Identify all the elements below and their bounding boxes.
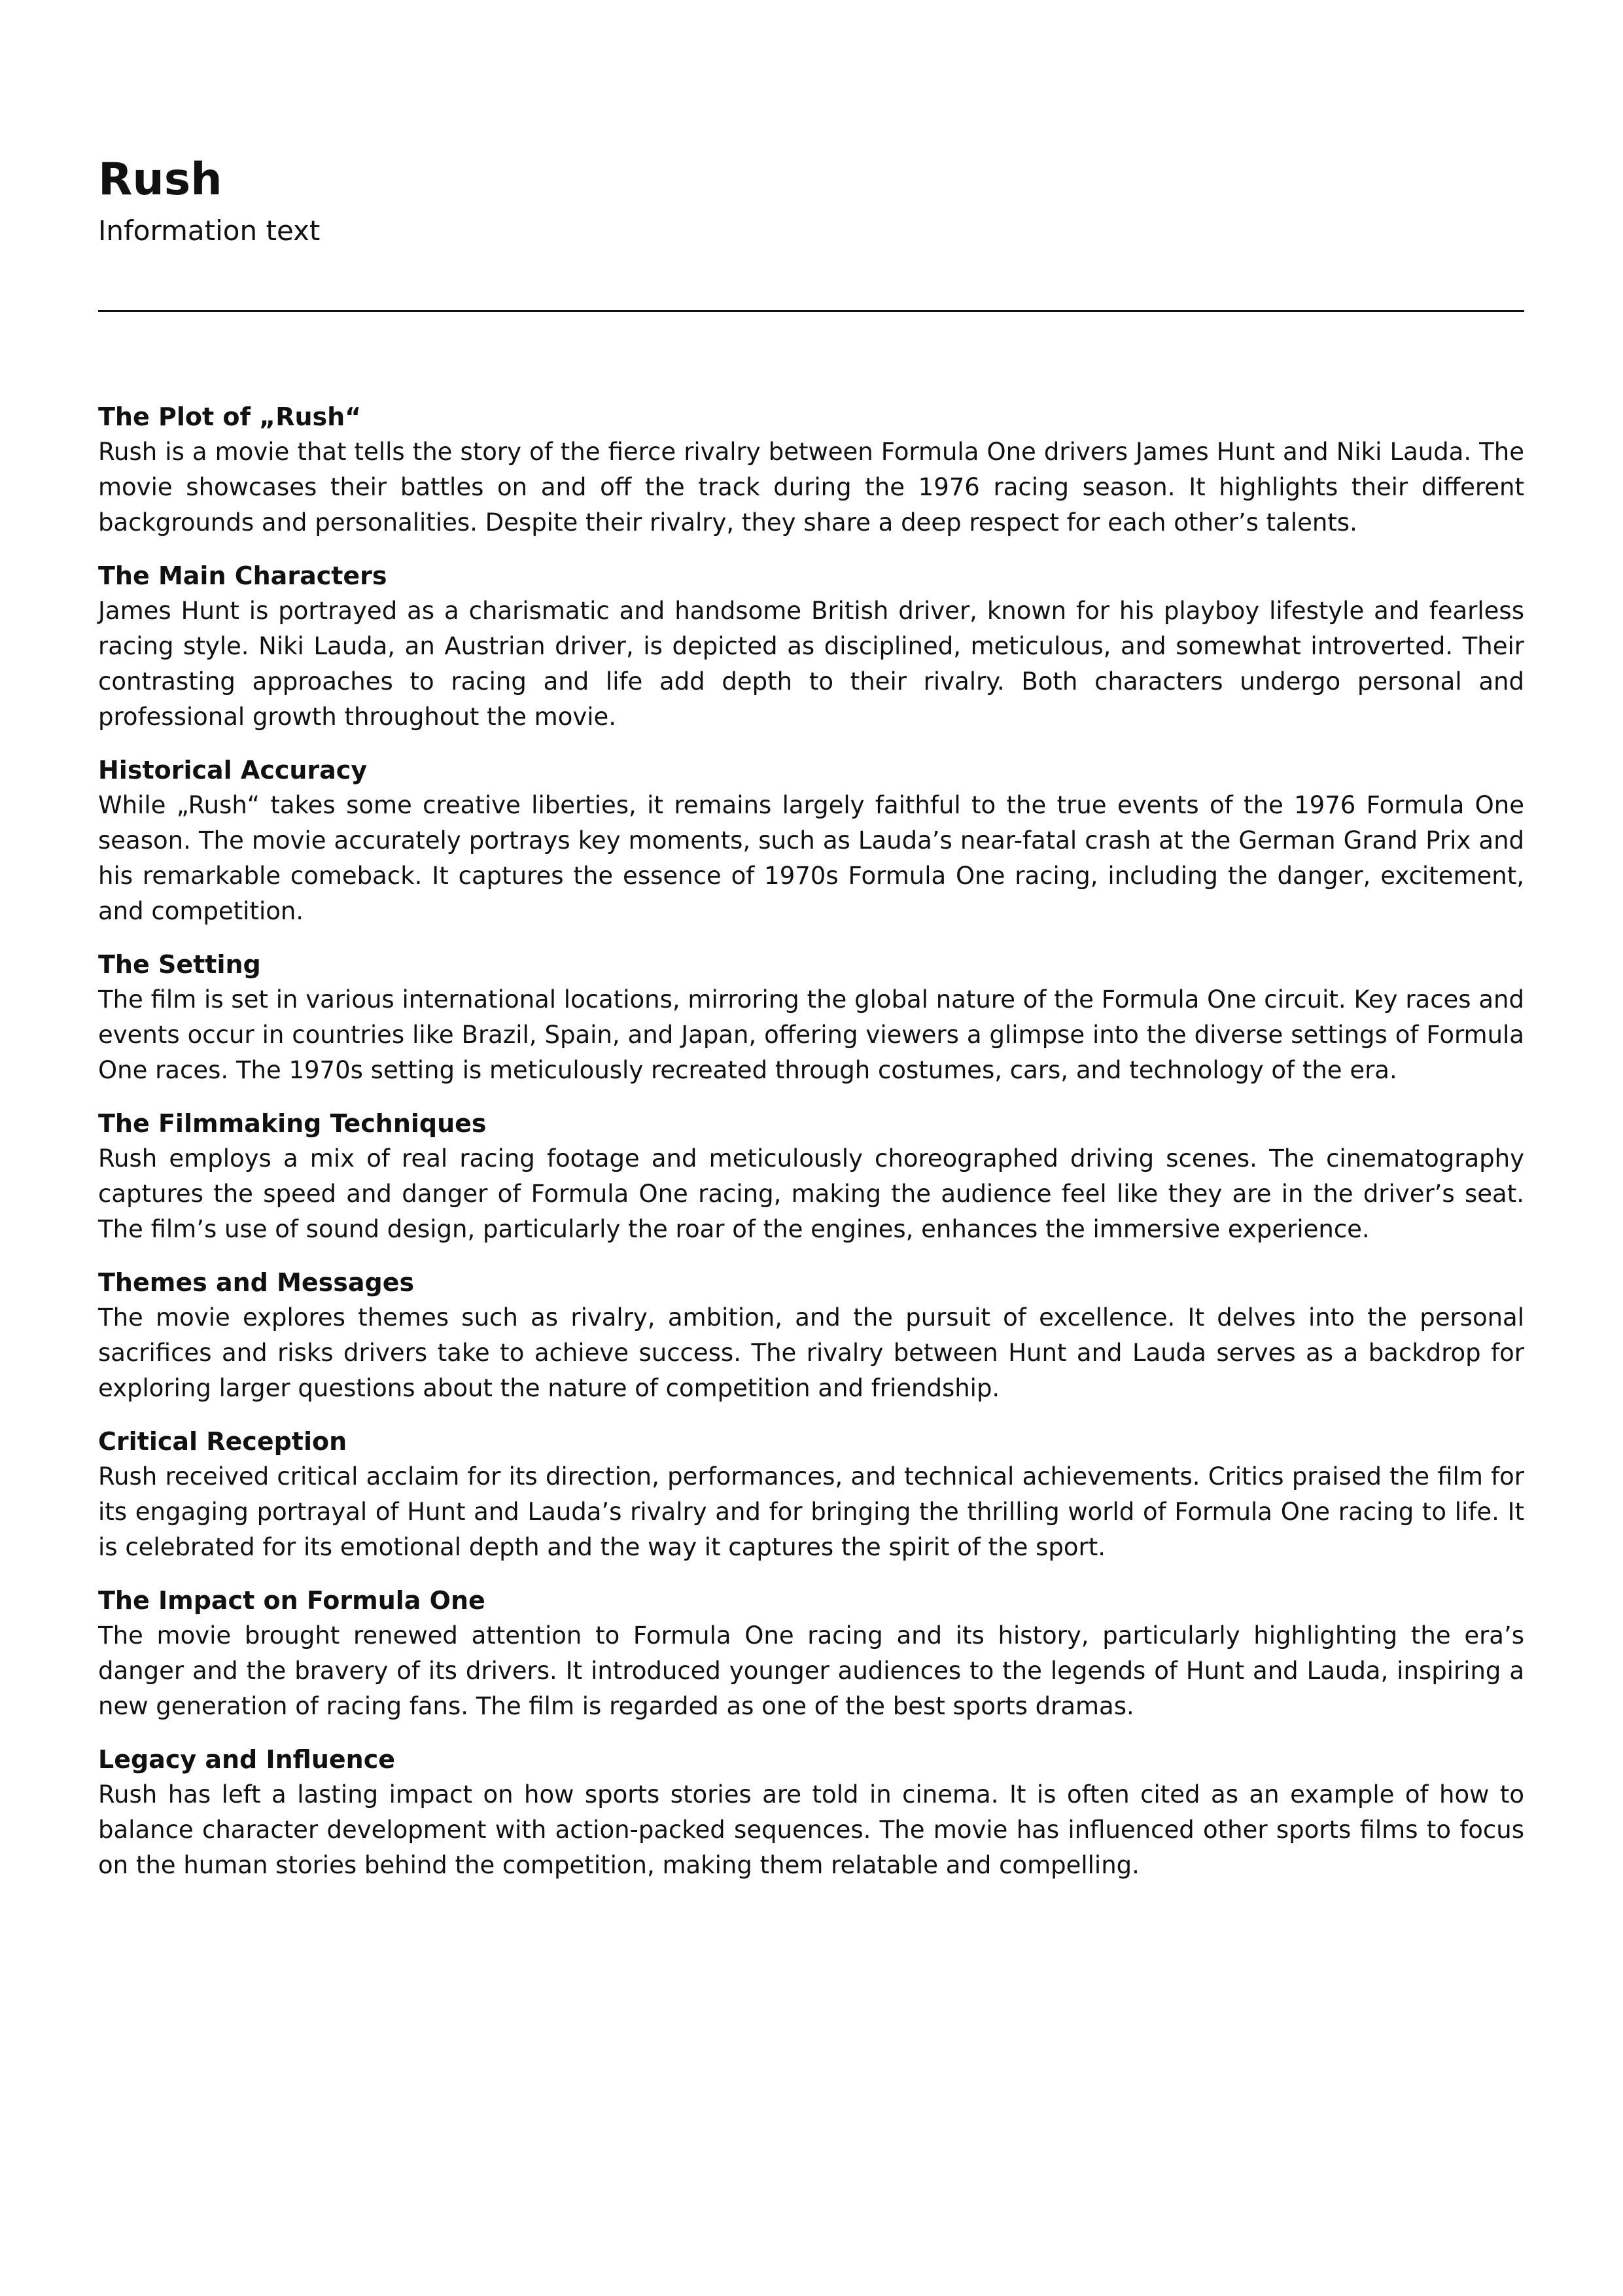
section-paragraph: While „Rush“ takes some creative liberties, it remains largely faithful to the true events of the 1976 Formula One season. The movie accurately portrays key moments, such as Lauda’s near-fatal crash at the German Grand Prix and his remarkable comeback. It captures the essence of 1970s Formula One racing, including the danger, excitement, and competition.	[98, 791, 1524, 925]
section-themes-messages	[98, 1265, 1524, 1406]
section-paragraph: The movie brought renewed attention to Formula One racing and its history, particularly highlighting the era’s danger and the bravery of its drivers. It introduced younger audiences to the legends of Hunt and Lauda, inspiring a new generation of racing fans. The film is regarded as one of the best sports dramas.	[98, 1621, 1524, 1720]
section-legacy	[98, 1742, 1524, 1883]
section-heading: The Main Characters	[98, 561, 387, 590]
section-heading: Legacy and Influence	[98, 1745, 396, 1774]
section-heading: Historical Accuracy	[98, 756, 368, 785]
section-heading: Critical Reception	[98, 1427, 347, 1456]
section-impact	[98, 1583, 1524, 1724]
section-paragraph: Rush received critical acclaim for its direction, performances, and technical achievements. Critics praised the film for its engaging portrayal of Hunt and Lauda’s rivalry and for bringing the thrilling world of Formula One racing to life. It is celebrated for its emotional depth and the way it captures the spirit of the sport.	[98, 1462, 1524, 1561]
section-heading: Themes and Messages	[98, 1268, 415, 1297]
document-body	[98, 399, 1524, 1901]
section-paragraph: James Hunt is portrayed as a charismatic and handsome British driver, known for his playboy lifestyle and fearless racing style. Niki Lauda, an Austrian driver, is depicted as disciplined, meticulous, and somewhat introverted. Their contrasting approaches to racing and life add depth to their rivalry. Both characters undergo personal and professional growth throughout the movie.	[98, 597, 1524, 731]
section-paragraph: Rush is a movie that tells the story of the fierce rivalry between Formula One drivers James Hunt and Niki Lauda. The movie showcases their battles on and off the track during the 1976 racing season. It highlights their different backgrounds and personalities. Despite their rivalry, they share a deep respect for each other’s talents.	[98, 438, 1524, 537]
header-divider	[98, 310, 1524, 312]
section-heading: The Impact on Formula One	[98, 1586, 485, 1615]
section-paragraph: Rush has left a lasting impact on how sports stories are told in cinema. It is often cited as an example of how to balance character development with action-packed sequences. The movie has influenced other sports films to focus on the human stories behind the competition, making them relatable and compelling.	[98, 1780, 1524, 1879]
section-heading: The Setting	[98, 950, 261, 979]
section-paragraph: The movie explores themes such as rivalry, ambition, and the pursuit of excellence. It delves into the personal sacrifices and risks drivers take to achieve success. The rivalry between Hunt and Lauda serves as a backdrop for exploring larger questions about the nature of competition and friendship.	[98, 1303, 1524, 1402]
section-main-characters	[98, 558, 1524, 735]
section-critical-reception	[98, 1424, 1524, 1565]
section-paragraph: Rush employs a mix of real racing footage and meticulously choreographed driving scenes. The cinematography captures the speed and danger of Formula One racing, making the audience feel like they are in the driver’s seat. The film’s use of sound design, particularly the roar of the engines, enhances the immersive experience.	[98, 1144, 1524, 1243]
section-heading: The Plot of „Rush“	[98, 402, 362, 431]
section-historical-accuracy	[98, 752, 1524, 929]
document-subtitle: Information text	[98, 215, 321, 247]
section-heading: The Filmmaking Techniques	[98, 1109, 487, 1138]
section-plot	[98, 399, 1524, 540]
section-paragraph: The film is set in various international locations, mirroring the global nature of the Formula One circuit. Key races and events occur in countries like Brazil, Spain, and Japan, offering viewers a glimpse into the diverse settings of Formula One races. The 1970s setting is meticulously recreated through costumes, cars, and technology of the era.	[98, 985, 1524, 1084]
document-title: Rush	[98, 154, 222, 205]
section-filmmaking-techniques	[98, 1106, 1524, 1247]
section-setting	[98, 947, 1524, 1088]
